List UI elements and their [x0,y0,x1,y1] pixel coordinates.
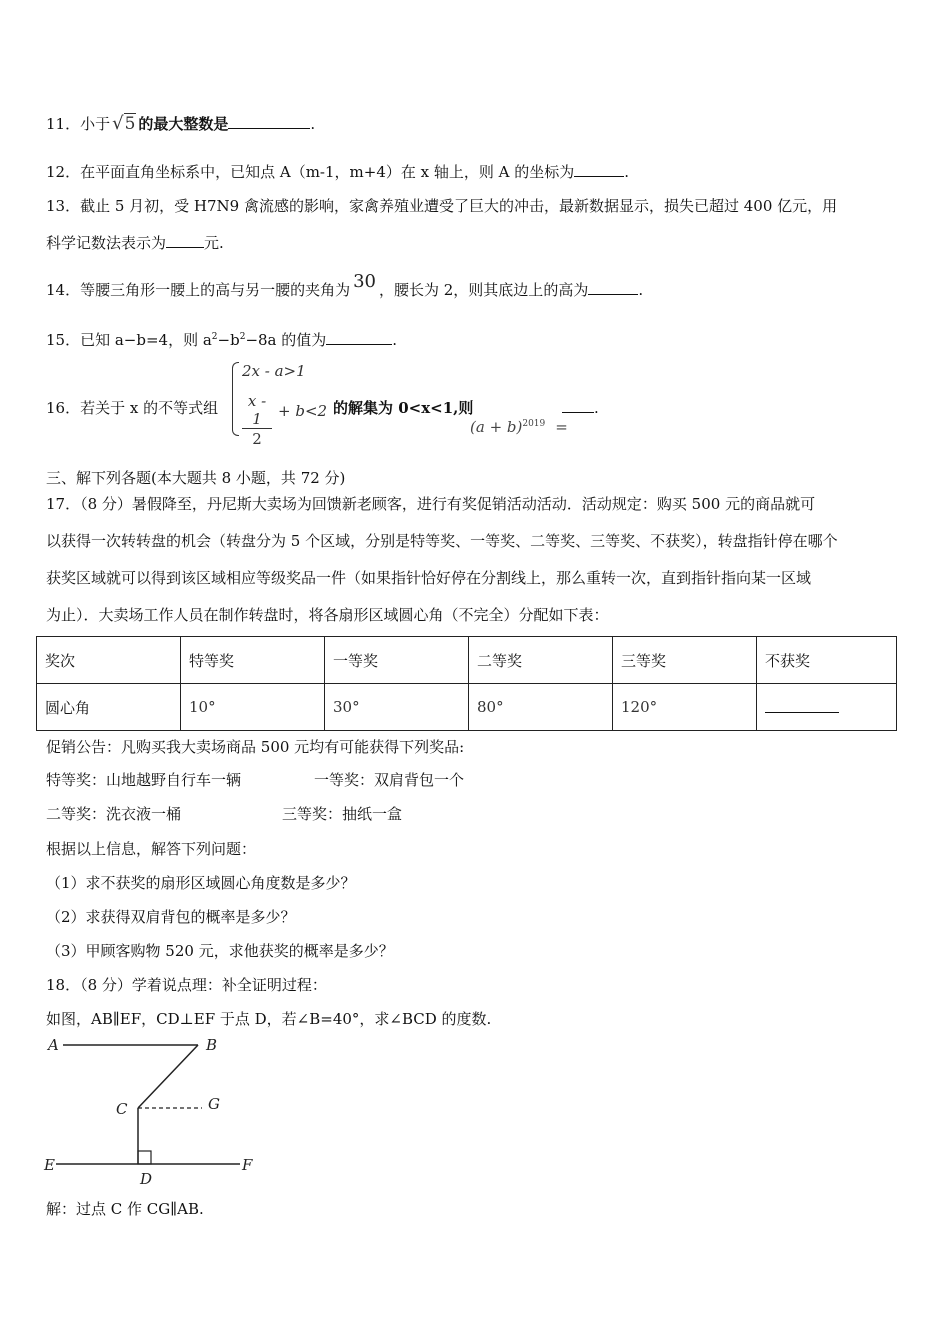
answer-blank[interactable] [166,233,204,248]
question-18-line1: 18．（8 分）学着说点理：补全证明过程： [46,976,327,994]
table-header: 不获奖 [757,637,897,684]
inequality-2: + b<2 [278,402,328,420]
question-18-line2: 如图，AB∥EF，CD⊥EF 于点 D，若∠B=40°，求∠BCD 的度数. [46,1010,492,1028]
question-13-line2: 科学记数法表示为 元. [46,234,224,252]
label-d: D [140,1170,153,1188]
section-title: 三、解下列各题(本大题共 8 小题，共 72 分) [46,469,346,487]
question-17-line3: 获奖区域就可以得到该区域相应等级奖品一件（如果指针恰好停在分割线上，那么重转一次，直到指针指向某一区域 [46,569,812,587]
right-angle-mark [138,1151,151,1164]
question-12: 12．在平面直角坐标系中，已知点 A（m-1，m+4）在 x 轴上，则 A 的坐标为 . [46,163,630,181]
table-cell: 圆心角 [37,684,181,731]
question-15: 15．已知 a−b=4，则 $a^2-b^2-8a$ 的值为 . [46,331,398,349]
label-e: E [44,1156,55,1174]
q13-line1: 13．截止 5 月初，受 H7N9 禽流感的影响，家禽养殖业遭受了巨大的冲击，最新数据显示，损失已超过 400 亿元，用 [46,197,838,215]
question-16-tail: 的解集为 0<x<1,则 [333,399,474,417]
sub-question-2: （2）求获得双肩背包的概率是多少？ [46,908,296,926]
table-row [37,684,897,731]
left-brace [232,362,239,436]
power-expression: $(a + b)^{2019}$ = [470,418,568,436]
question-14: 14．等腰三角形一腰上的高与另一腰的夹角为 30 ，腰长为 2，则其底边上的高为 . [46,271,644,299]
answer-blank[interactable] [228,114,310,129]
table-header: 二等奖 [469,637,613,684]
inequality-system [232,360,332,448]
inequality-1: 2x - a>1 [242,362,306,380]
answer-blank[interactable] [562,398,594,413]
prize-line-3: 二等奖：洗衣液一桶 [46,805,182,823]
solution-line: 解：过点 C 作 CG∥AB. [46,1200,204,1218]
label-g: G [208,1095,220,1113]
prize-line-2: 一等奖：双肩背包一个 [314,771,465,789]
sqrt-5: √5 [112,113,136,134]
answer-blank[interactable] [574,162,624,177]
table-header: 一等奖 [325,637,469,684]
table-header: 奖次 [37,637,181,684]
geometry-figure [40,1030,270,1190]
question-11: 11．小于 √5 的最大整数是 . [46,113,316,134]
table-cell: 30° [325,684,469,731]
question-17-line4: 为止）．大卖场工作人员在制作转盘时，将各扇形区域圆心角（不完全）分配如下表： [46,606,609,624]
label-a: A [48,1036,59,1054]
label-b: B [206,1036,218,1054]
prize-line-4: 三等奖：抽纸一盒 [282,805,403,823]
label-f: F [242,1156,253,1174]
question-17-line1: 17．（8 分）暑假降至，丹尼斯大卖场为回馈新老顾客，进行有奖促销活动活动．活动规定：购买 500 元的商品就可 [46,495,816,513]
answer-blank[interactable] [588,280,638,295]
question-17-line2: 以获得一次转转盘的机会（转盘分为 5 个区域，分别是特等奖、一等奖、二等奖、三等奖、不获奖），转盘指针停在哪个 [46,532,838,550]
q12-text: 12．在平面直角坐标系中，已知点 A（m-1，m+4）在 x 轴上，则 A 的坐标为 [46,163,575,181]
sub-question-3: （3）甲顾客购物 520 元，求他获奖的概率是多少？ [46,942,394,960]
promo-text: 促销公告：凡购买我大卖场商品 500 元均有可能获得下列奖品: [46,738,465,756]
table-header-row [37,637,897,684]
table-header: 三等奖 [613,637,757,684]
angle-30: 30 [353,271,376,292]
table-header: 特等奖 [181,637,325,684]
table-cell-blank[interactable] [757,684,897,731]
q11-text-after: 的最大整数是 [138,115,229,133]
prize-line-1: 特等奖：山地越野自行车一辆 [46,771,242,789]
question-13 [46,196,837,216]
question-16: 16．若关于 x 的不等式组 [46,399,219,417]
sub-question-1: （1）求不获奖的扇形区域圆心角度数是多少？ [46,874,356,892]
table-cell: 10° [181,684,325,731]
instruction: 根据以上信息，解答下列问题： [46,840,257,858]
table-cell: 80° [469,684,613,731]
answer-blank[interactable] [326,330,392,345]
prize-angle-table [36,636,897,731]
label-c: C [116,1100,128,1118]
line-bc [138,1045,198,1108]
fraction: $\frac{x - 1}{2}$ [242,392,272,449]
table-cell: 120° [613,684,757,731]
q11-text: 11．小于 [46,115,111,133]
question-16-blank: . [562,398,599,418]
answer-blank[interactable] [765,698,839,713]
